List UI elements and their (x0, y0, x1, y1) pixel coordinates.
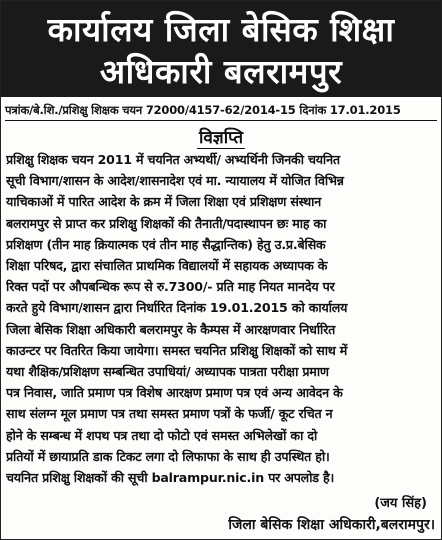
body-line: जिला बेसिक शिक्षा अधिकारी बलरामपुर के कैम्पस में आरक्षणवार निर्धारित (6, 321, 336, 337)
notice-body (6, 149, 436, 488)
header-line-1: कार्यालय जिला बेसिक शिक्षा (47, 10, 395, 49)
body-line: प्रशिक्षु शिक्षक चयन 2011 में चयनित अभ्यर्थी/ अभ्यर्थिनी जिनकी चयनित (6, 152, 340, 167)
body-line: याचिकाओं में पारित आदेश के क्रम में जिला शिक्षा एवं प्रशिक्षण संस्थान (6, 194, 321, 210)
reference-number (5, 103, 437, 118)
reference-divider (5, 120, 437, 121)
body-line: बलरामपुर से प्राप्त कर प्रशिक्षु शिक्षकों की तैनाती/पदास्थापन छः माह का (6, 215, 327, 231)
body-line: साथ संलग्न मूल प्रमाण पत्र तथा समस्त प्रमाण पत्रों के फर्जी/ कूट रचित न (6, 406, 333, 422)
header-line-2: अधिकारी बलरामपुर (99, 52, 343, 91)
body-line: शिक्षा परिषद, द्वारा संचालित प्राथमिक विद्यालयों में सहायक अध्यापक के (6, 258, 328, 274)
reference-text: पत्रांक/बे.शि./प्रशिक्षु शिक्षक चयन 72000/4157-62/2014-15 दिनांक 17.01.2015 (5, 103, 401, 117)
office-header (1, 1, 441, 97)
body-line: प्रतियों में छायाप्रति डाक टिकट लगा दो लिफाफा के साथ ही उपस्थित हो। (6, 448, 330, 464)
signatory-name: (जय सिंह) (374, 496, 427, 511)
body-line: करते हुये विभाग/शासन द्वारा निर्धारित दिनांक 19.01.2015 को कार्यालय (6, 300, 348, 316)
notice-title (1, 125, 441, 148)
body-line: पत्र निवास, जाति प्रमाण पत्र विशेष आरक्षण प्रमाण पत्र एवं अन्य आवेदन के (6, 385, 343, 401)
body-line: सूची विभाग/शासन के आदेश/शासनादेश एवं मा. न्यायालय में योजित विभिन्न (6, 173, 344, 189)
body-line: रिक्त पदों पर औपबन्धिक रूप से रु.7300/- प्रति माह नियत मानदेय पर (6, 279, 335, 295)
notice-title-text: विज्ञप्ति (198, 128, 244, 148)
body-line: प्रशिक्षण (तीन माह क्रियात्मक एवं तीन माह सैद्धान्तिक) हेतु उ.प्र.बेसिक (6, 236, 326, 252)
body-line: काउन्टर पर वितरित किया जायेगा। समस्त चयनित प्रशिक्षु शिक्षकों को साथ में (6, 342, 348, 358)
signatory-designation: जिला बेसिक शिक्षा अधिकारी,बलरामपुर। (228, 517, 435, 533)
body-line: यथा शैक्षिक/प्रशिक्षण सम्बन्धित उपाधियां/ अध्यापक पात्रता परीक्षा प्रमाण (6, 364, 329, 380)
body-line: चयनित प्रशिक्षु शिक्षकों की सूची balrampur.nic.in पर अपलोड है। (6, 470, 335, 486)
body-line: होने के सम्बन्ध में शपथ पत्र तथा दो फोटो एवं समस्त अभिलेखों का दो (6, 427, 318, 443)
